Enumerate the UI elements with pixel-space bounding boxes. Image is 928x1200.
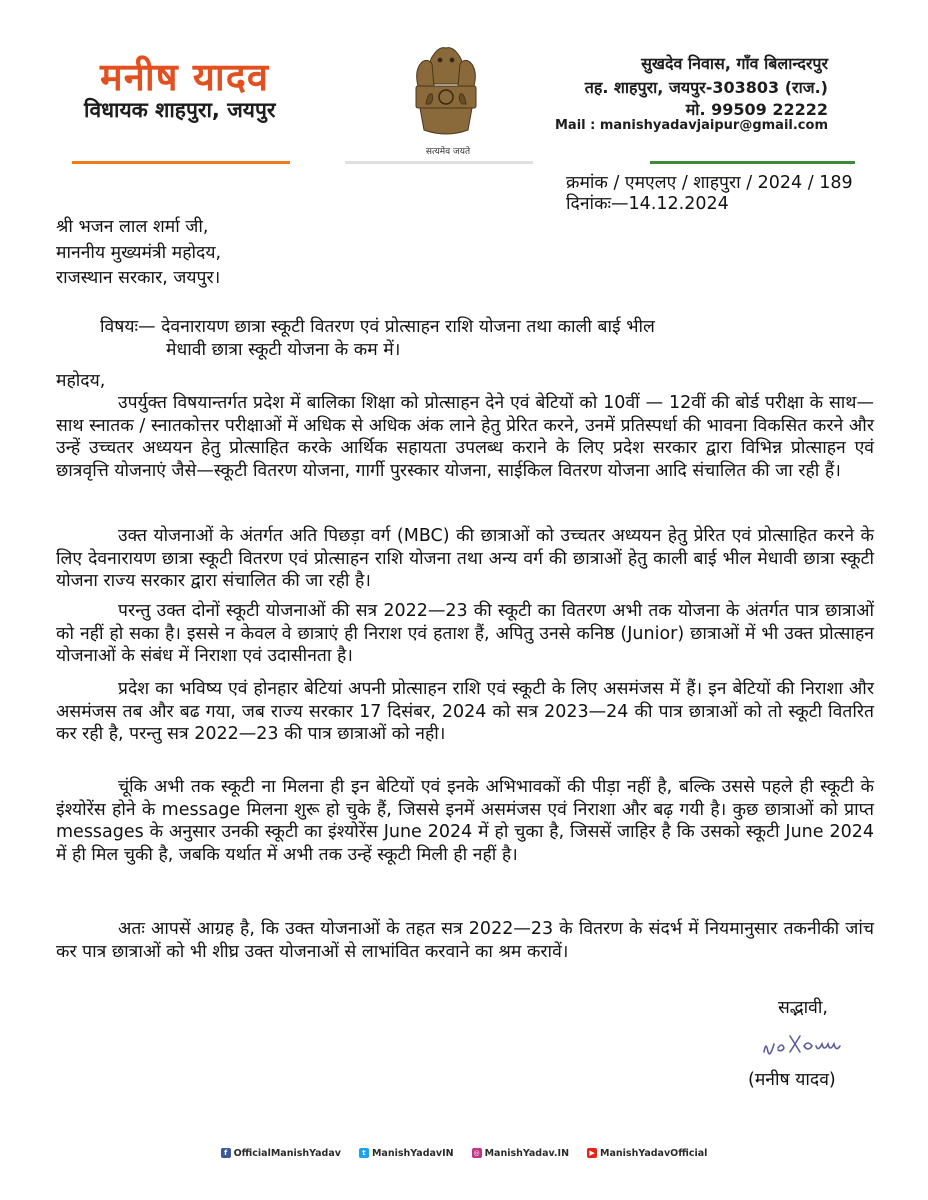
signer-name: (मनीष यादव) bbox=[748, 1070, 836, 1090]
social-facebook[interactable] bbox=[221, 1140, 341, 1166]
address-line-1: सुखदेव निवास, गाँव बिलान्दरपुर bbox=[641, 54, 828, 73]
paragraph-text: चूंकि अभी तक स्कूटी ना मिलना ही इन बेटियों एवं इनके अभिभावकों की पीड़ा नहीं है, बल्कि उससे पहले ही स्कूटी के इंश्योरेंस होने के message मिलना शुरू हो चुके हैं, जिससे इनमें असमंजस एवं निराशा और बढ़ गयी है। कुछ छात्राओं को प्राप्त messages के अनुसार उनकी स्कूटी का इंश्योरेंस June 2024 में हो चुका है, जिससें जाहिर है कि उसको स्कूटी June 2024 में ही मिल चुकी है, जबकि यर्थात में अभी तक उन्हें स्कूटी मिली ही नहीं है। bbox=[56, 777, 874, 865]
paragraph-text: उपर्युक्त विषयान्तर्गत प्रदेश में बालिका शिक्षा को प्रोत्साहन देने एवं बेटियों को 10वीं — 12वीं की बोर्ड परीक्षा के साथ—साथ स्नातक / स्नातकोत्तर परीक्षाओं में अधिक से अधिक अंक लाने हेतु प्रेरित करने, उनमें प्रतिस्पर्धा की भावना विकसित करने और उन्हें उच्चतर अध्ययन हेतु प्रोत्साहित करके आर्थिक सहायता उपलब्ध कराने के लिए प्रदेश सरकार द्वारा विभिन्न प्रोत्साहन एवं छात्रवृत्ति योजनाएं जैसे—स्कूटी वितरण योजना, गार्गी पुरस्कार योजना, साईकिल वितरण योजना आदि संचालित की जा रही हैं। bbox=[56, 393, 874, 481]
paragraph bbox=[56, 392, 874, 482]
phone-number: मो. 99509 22222 bbox=[685, 100, 828, 119]
recipient-line: श्री भजन लाल शर्मा जी, bbox=[56, 217, 209, 237]
paragraph bbox=[56, 776, 874, 866]
recipient-line: राजस्थान सरकार, जयपुर। bbox=[56, 268, 221, 288]
handwritten-signature bbox=[760, 1022, 870, 1062]
paragraph bbox=[56, 918, 874, 963]
social-label: OfficialManishYadav bbox=[233, 1147, 341, 1159]
paragraph-text: प्रदेश का भविष्य एवं होनहार बेटियां अपनी प्रोत्साहन राशि एवं स्कूटी के लिए असमंजस में हैं। इन बेटियों की निराशा और असमंजस तब और बढ गया, जब राज्य सरकार 17 दिसंबर, 2024 को सत्र 2023—24 की पात्र छात्राओं को तो स्कूटी वितरित कर रही है, परन्तु सत्र 2022—23 की पात्र छात्राओं को नही। bbox=[56, 679, 874, 744]
recipient-block bbox=[56, 216, 221, 293]
social-youtube[interactable] bbox=[587, 1140, 707, 1166]
social-twitter[interactable] bbox=[359, 1140, 454, 1166]
social-footer bbox=[0, 1140, 928, 1166]
email-address: Mail : manishyadavjaipur@gmail.com bbox=[554, 118, 828, 133]
sender-designation: विधायक शाहपुरा, जयपुर bbox=[84, 98, 276, 122]
letter-date: दिनांकः—14.12.2024 bbox=[566, 194, 729, 214]
closing-text: सद्भावी, bbox=[778, 998, 828, 1018]
social-label: ManishYadavOfficial bbox=[600, 1147, 708, 1159]
saffron-divider bbox=[72, 161, 290, 164]
social-label: ManishYadavIN bbox=[371, 1147, 454, 1159]
subject-line-2: मेधावी छात्रा स्कूटी योजना के कम में। bbox=[166, 339, 401, 360]
salutation: महोदय, bbox=[56, 371, 106, 391]
reference-number: क्रमांक / एमएलए / शाहपुरा / 2024 / 189 bbox=[566, 173, 853, 193]
ashoka-emblem-icon bbox=[400, 34, 492, 152]
facebook-icon: f bbox=[221, 1148, 231, 1158]
address-line-2: तह. शाहपुरा, जयपुर-303803 (राज.) bbox=[584, 78, 828, 97]
paragraph-text: परन्तु उक्त दोनों स्कूटी योजनाओं की सत्र 2022—23 की स्कूटी का वितरण अभी तक योजना के अंतर्गत पात्र छात्राओं को नहीं हो सका है। इससे न केवल वे छात्राएं ही निराश एवं हताश हैं, अपितु उनसे कनिष्ठ (Junior) छात्राओं में भी उक्त प्रोत्साहन योजनाओं के संबंध में निराशा एवं उदासीनता है। bbox=[56, 601, 874, 666]
paragraph bbox=[56, 678, 874, 746]
social-instagram[interactable] bbox=[472, 1140, 569, 1166]
social-label: ManishYadav.IN bbox=[484, 1147, 570, 1159]
paragraph bbox=[56, 600, 874, 668]
sender-name: मनीष यादव bbox=[100, 55, 270, 99]
paragraph-text: उक्त योजनाओं के अंतर्गत अति पिछड़ा वर्ग (MBC) की छात्राओं को उच्चतर अध्ययन हेतु प्रेरित एवं प्रोत्साहित करने के लिए देवनारायण छात्रा स्कूटी वितरण एवं प्रोत्साहन राशि योजना तथा अन्य वर्ग की छात्राओं हेतु काली बाई भील मेधावी छात्रा स्कूटी योजना राज्य सरकार द्वारा संचालित की जा रही है। bbox=[56, 526, 874, 591]
white-divider bbox=[345, 161, 533, 164]
recipient-line: माननीय मुख्यमंत्री महोदय, bbox=[56, 242, 222, 263]
youtube-icon: ▶ bbox=[587, 1148, 597, 1158]
emblem-motto: सत्यमेव जयते bbox=[425, 147, 471, 157]
instagram-icon: ◎ bbox=[473, 1149, 480, 1157]
subject-line-1: विषयः— देवनारायण छात्रा स्कूटी वितरण एवं प्रोत्साहन राशि योजना तथा काली बाई भील bbox=[100, 317, 655, 337]
paragraph bbox=[56, 525, 874, 593]
paragraph-text: अतः आपसें आग्रह है, कि उक्त योजनाओं के तहत सत्र 2022—23 के वितरण के संदर्भ में नियमानुसार तकनीकी जांच कर पात्र छात्राओं को भी शीघ्र उक्त योजनाओं से लाभांवित करवाने का श्रम करावें। bbox=[56, 919, 874, 962]
subject-block bbox=[100, 316, 820, 361]
green-divider bbox=[650, 161, 855, 164]
twitter-icon: t bbox=[359, 1148, 369, 1158]
